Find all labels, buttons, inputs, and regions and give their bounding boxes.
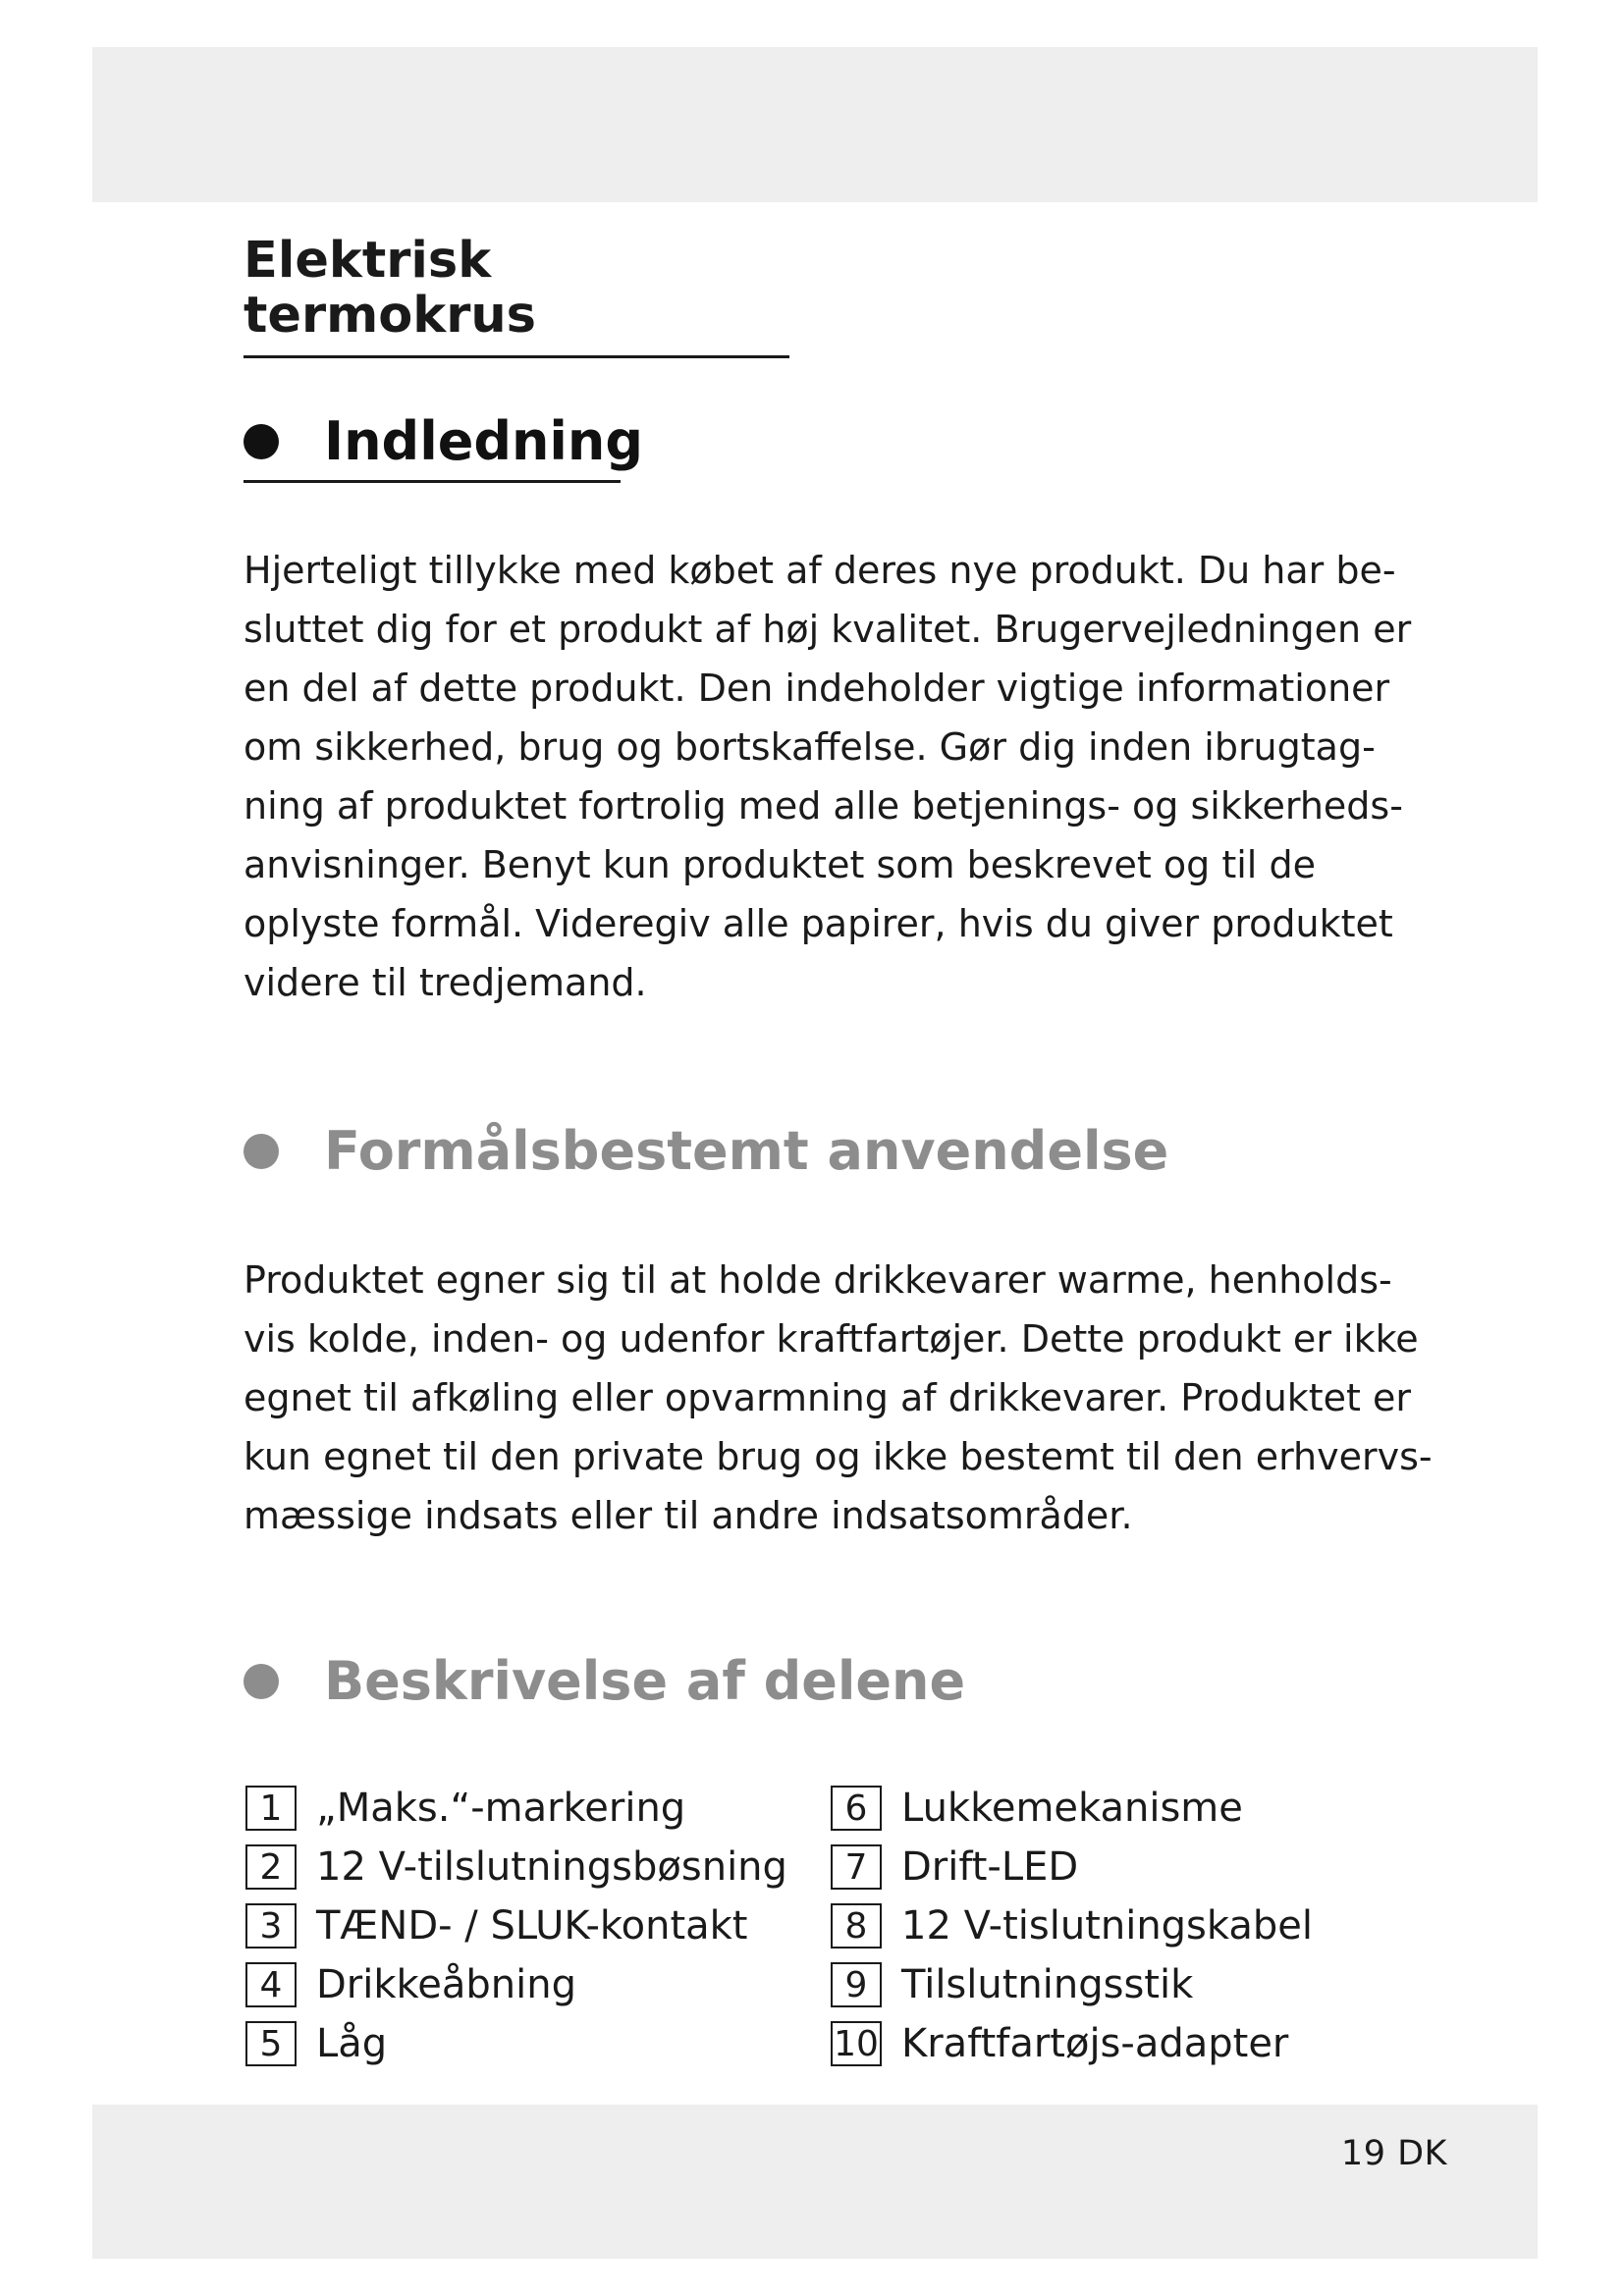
paragraph-line: oplyste formål. Videregiv alle papirer, hvis du giver produktet (244, 902, 1393, 945)
paragraph-line: en del af dette produkt. Den indeholder vigtige informationer (244, 667, 1390, 710)
paragraph-line: ning af produktet fortrolig med alle betjenings- og sikkerheds- (244, 784, 1403, 828)
parts-list-right (831, 1779, 1313, 2073)
header-band (92, 47, 1538, 202)
part-number: 1 (245, 1786, 297, 1831)
intended-use-paragraph (244, 1251, 1433, 1545)
parts-list-item (245, 1955, 787, 2014)
part-label: Låg (316, 2021, 388, 2066)
paragraph-line: vis kolde, inden- og udenfor kraftfartøjer. Dette produkt er ikke (244, 1317, 1419, 1361)
part-number: 3 (245, 1903, 297, 1949)
section-heading-intro-text: Indledning (324, 410, 644, 472)
parts-list-item (245, 2014, 787, 2073)
part-number: 5 (245, 2021, 297, 2066)
part-number: 7 (831, 1844, 882, 1890)
section-heading-parts-text: Beskrivelse af delene (324, 1650, 966, 1712)
parts-list-item (831, 2014, 1313, 2073)
section-heading-intended-use (244, 1122, 1168, 1180)
part-label: Lukkemekanisme (901, 1786, 1243, 1831)
parts-list-item (245, 1896, 787, 1955)
part-label: 12 V-tilslutningsbøsning (316, 1844, 787, 1890)
paragraph-line: videre til tredjemand. (244, 961, 647, 1004)
part-label: Drikkeåbning (316, 1962, 576, 2007)
bullet-icon (244, 1134, 279, 1169)
parts-list-item (831, 1779, 1313, 1838)
paragraph-line: mæssige indsats eller til andre indsatsområder. (244, 1494, 1133, 1537)
paragraph-line: Produktet egner sig til at holde drikkevarer warme, henholds- (244, 1258, 1392, 1302)
part-label: TÆND- / SLUK-kontakt (316, 1903, 748, 1949)
footer-band (92, 2105, 1538, 2259)
bullet-icon (244, 424, 279, 459)
parts-list-item (831, 1896, 1313, 1955)
paragraph-line: om sikkerhed, brug og bortskaffelse. Gør dig inden ibrugtag- (244, 725, 1376, 769)
intro-paragraph (244, 541, 1412, 1012)
section-heading-parts (244, 1652, 965, 1710)
part-number: 9 (831, 1962, 882, 2007)
part-number: 4 (245, 1962, 297, 2007)
paragraph-line: sluttet dig for et produkt af høj kvalitet. Brugervejledningen er (244, 608, 1412, 651)
part-label: Kraftfartøjs-adapter (901, 2021, 1289, 2066)
paragraph-line: egnet til afkøling eller opvarmning af drikkevarer. Produktet er (244, 1376, 1412, 1419)
part-label: Drift-LED (901, 1844, 1079, 1890)
page-number: 19 DK (1340, 2134, 1447, 2173)
part-label: 12 V-tislutningskabel (901, 1903, 1313, 1949)
parts-list-item (831, 1838, 1313, 1896)
section-heading-intended-use-text: Formålsbestemt anvendelse (324, 1120, 1169, 1182)
part-number: 2 (245, 1844, 297, 1890)
document-title: Elektrisk termokrus (244, 234, 789, 358)
parts-list-item (245, 1838, 787, 1896)
part-number: 6 (831, 1786, 882, 1831)
parts-list-item (831, 1955, 1313, 2014)
part-number: 10 (831, 2021, 882, 2066)
part-label: „Maks.“-markering (316, 1786, 686, 1831)
part-number: 8 (831, 1903, 882, 1949)
paragraph-line: Hjerteligt tillykke med købet af deres nye produkt. Du har be- (244, 549, 1396, 592)
section-heading-intro (244, 410, 644, 483)
parts-list-left (245, 1779, 787, 2073)
bullet-icon (244, 1664, 279, 1699)
parts-list-item (245, 1779, 787, 1838)
paragraph-line: kun egnet til den private brug og ikke bestemt til den erhvervs- (244, 1435, 1433, 1478)
paragraph-line: anvisninger. Benyt kun produktet som beskrevet og til de (244, 843, 1316, 886)
part-label: Tilslutningsstik (901, 1962, 1194, 2007)
